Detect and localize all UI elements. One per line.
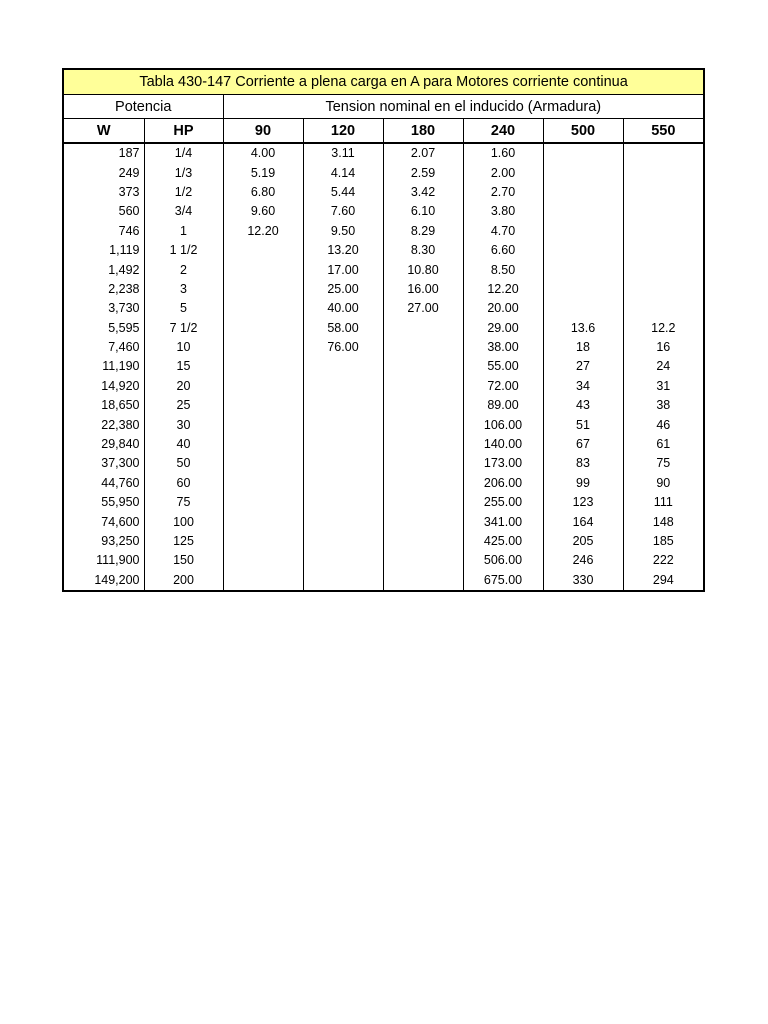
- table-row: [63, 532, 704, 551]
- cell-w: 2,238: [63, 280, 144, 299]
- cell-90v: [223, 571, 303, 591]
- cell-500v: [543, 163, 623, 182]
- cell-550v: [623, 183, 704, 202]
- cell-240v: 2.00: [463, 163, 543, 182]
- cell-90v: [223, 396, 303, 415]
- column-header-180v: 180: [383, 119, 463, 144]
- table-row: [63, 202, 704, 221]
- table-row: [63, 241, 704, 260]
- cell-w: 93,250: [63, 532, 144, 551]
- cell-hp: 30: [144, 415, 223, 434]
- table-row: [63, 512, 704, 531]
- cell-90v: [223, 377, 303, 396]
- cell-550v: [623, 260, 704, 279]
- cell-240v: 89.00: [463, 396, 543, 415]
- cell-180v: [383, 512, 463, 531]
- cell-90v: [223, 299, 303, 318]
- cell-550v: 222: [652, 553, 674, 568]
- cell-w: 1,492: [63, 260, 144, 279]
- cell-550v: 148: [652, 514, 674, 529]
- cell-180v: 6.10: [383, 202, 463, 221]
- cell-180v: [383, 435, 463, 454]
- cell-90v: 6.80: [223, 183, 303, 202]
- cell-500v: [543, 299, 623, 318]
- cell-hp: 200: [144, 571, 223, 591]
- cell-550v: 12.2: [651, 320, 676, 335]
- cell-180v: [383, 532, 463, 551]
- cell-240v: 425.00: [463, 532, 543, 551]
- cell-w: 14,920: [63, 377, 144, 396]
- cell-180v: [383, 377, 463, 396]
- cell-w: 37,300: [63, 454, 144, 473]
- table-row: [63, 183, 704, 202]
- cell-180v: 8.30: [383, 241, 463, 260]
- cell-180v: [383, 319, 463, 338]
- table-row: [63, 338, 704, 357]
- cell-500v: [543, 280, 623, 299]
- cell-w: 373: [63, 183, 144, 202]
- column-header-240v: 240: [463, 119, 543, 144]
- cell-240v: 8.50: [463, 260, 543, 279]
- cell-hp: 100: [144, 512, 223, 531]
- cell-120v: [303, 512, 383, 531]
- cell-120v: [303, 454, 383, 473]
- cell-500v: 18: [543, 338, 623, 357]
- cell-hp: 5: [144, 299, 223, 318]
- cell-90v: [223, 260, 303, 279]
- cell-500v: 43: [543, 396, 623, 415]
- cell-120v: [303, 396, 383, 415]
- cell-180v: 2.59: [383, 163, 463, 182]
- table-row: [63, 551, 704, 570]
- cell-240v: 206.00: [463, 474, 543, 493]
- table-row: [63, 571, 704, 591]
- cell-240v: 38.00: [463, 338, 543, 357]
- cell-550v: 111: [653, 495, 673, 510]
- cell-550v: 75: [656, 456, 671, 471]
- column-header-550v: 550: [623, 119, 704, 144]
- cell-hp: 125: [144, 532, 223, 551]
- cell-500v: 123: [543, 493, 623, 512]
- cell-90v: [223, 338, 303, 357]
- table-row: [63, 299, 704, 318]
- table-row: [63, 415, 704, 434]
- cell-240v: 29.00: [463, 319, 543, 338]
- cell-w: 18,650: [63, 396, 144, 415]
- cell-120v: [303, 377, 383, 396]
- cell-120v: [303, 357, 383, 376]
- cell-500v: [543, 222, 623, 241]
- cell-120v: 25.00: [303, 280, 383, 299]
- cell-hp: 3: [144, 280, 223, 299]
- cell-180v: 8.29: [383, 222, 463, 241]
- column-header-500v: 500: [543, 119, 623, 144]
- cell-90v: [223, 280, 303, 299]
- cell-500v: 246: [543, 551, 623, 570]
- cell-120v: 7.60: [303, 202, 383, 221]
- cell-90v: [223, 493, 303, 512]
- potencia-group-header: Potencia: [63, 95, 223, 119]
- cell-180v: [383, 571, 463, 591]
- cell-hp: 75: [144, 493, 223, 512]
- table-row: [63, 222, 704, 241]
- table-row: [63, 377, 704, 396]
- cell-240v: 20.00: [463, 299, 543, 318]
- cell-240v: 675.00: [463, 571, 543, 591]
- cell-120v: 13.20: [303, 241, 383, 260]
- cell-550v: [623, 222, 704, 241]
- cell-240v: 4.70: [463, 222, 543, 241]
- cell-120v: [303, 493, 383, 512]
- table-body: [63, 143, 704, 591]
- cell-180v: 3.42: [383, 183, 463, 202]
- cell-w: 187: [63, 143, 144, 163]
- cell-w: 560: [63, 202, 144, 221]
- cell-120v: 3.11: [303, 143, 383, 163]
- cell-500v: 83: [543, 454, 623, 473]
- cell-240v: 2.70: [463, 183, 543, 202]
- column-header-hp: HP: [144, 119, 223, 144]
- cell-240v: 12.20: [463, 280, 543, 299]
- cell-550v: 294: [652, 572, 674, 587]
- cell-90v: [223, 435, 303, 454]
- cell-180v: 10.80: [383, 260, 463, 279]
- cell-120v: 9.50: [303, 222, 383, 241]
- cell-90v: 4.00: [223, 143, 303, 163]
- cell-180v: 16.00: [383, 280, 463, 299]
- cell-180v: [383, 357, 463, 376]
- table-row: [63, 474, 704, 493]
- cell-550v: [623, 202, 704, 221]
- cell-90v: [223, 319, 303, 338]
- cell-hp: 1: [144, 222, 223, 241]
- cell-180v: 2.07: [383, 143, 463, 163]
- column-header-w: W: [63, 119, 144, 144]
- cell-500v: 67: [543, 435, 623, 454]
- cell-90v: [223, 454, 303, 473]
- cell-90v: [223, 415, 303, 434]
- cell-500v: 51: [543, 415, 623, 434]
- cell-w: 55,950: [63, 493, 144, 512]
- tension-group-header: Tension nominal en el inducido (Armadura): [223, 95, 704, 119]
- cell-550v: 46: [656, 417, 671, 432]
- cell-550v: [623, 241, 704, 260]
- cell-180v: [383, 338, 463, 357]
- column-header-90v: 90: [223, 119, 303, 144]
- cell-hp: 150: [144, 551, 223, 570]
- cell-550v: 24: [656, 359, 671, 374]
- column-header-row: [63, 119, 704, 144]
- cell-w: 3,730: [63, 299, 144, 318]
- cell-w: 7,460: [63, 338, 144, 357]
- cell-120v: [303, 571, 383, 591]
- cell-500v: 99: [543, 474, 623, 493]
- cell-120v: 4.14: [303, 163, 383, 182]
- cell-120v: [303, 415, 383, 434]
- cell-550v: 16: [656, 340, 671, 355]
- cell-550v: [623, 143, 704, 163]
- cell-w: 249: [63, 163, 144, 182]
- cell-550v: 38: [656, 398, 671, 413]
- cell-hp: 1 1/2: [144, 241, 223, 260]
- cell-hp: 3/4: [144, 202, 223, 221]
- cell-240v: 1.60: [463, 143, 543, 163]
- cell-120v: [303, 435, 383, 454]
- cell-500v: 330: [543, 571, 623, 591]
- cell-500v: [543, 241, 623, 260]
- cell-120v: 17.00: [303, 260, 383, 279]
- cell-240v: 55.00: [463, 357, 543, 376]
- table-row: [63, 143, 704, 163]
- cell-240v: 6.60: [463, 241, 543, 260]
- cell-hp: 10: [144, 338, 223, 357]
- cell-90v: [223, 512, 303, 531]
- cell-120v: [303, 551, 383, 570]
- table-row: [63, 319, 704, 338]
- cell-hp: 7 1/2: [144, 319, 223, 338]
- table-row: [63, 454, 704, 473]
- cell-180v: [383, 454, 463, 473]
- cell-550v: [623, 280, 704, 299]
- cell-90v: [223, 532, 303, 551]
- cell-120v: 76.00: [303, 338, 383, 357]
- cell-w: 5,595: [63, 319, 144, 338]
- column-header-120v: 120: [303, 119, 383, 144]
- cell-hp: 2: [144, 260, 223, 279]
- cell-hp: 50: [144, 454, 223, 473]
- cell-500v: 164: [543, 512, 623, 531]
- cell-240v: 341.00: [463, 512, 543, 531]
- cell-240v: 173.00: [463, 454, 543, 473]
- cell-90v: 9.60: [223, 202, 303, 221]
- cell-hp: 60: [144, 474, 223, 493]
- cell-w: 111,900: [63, 551, 144, 570]
- table-row: [63, 396, 704, 415]
- cell-180v: [383, 551, 463, 570]
- cell-180v: [383, 493, 463, 512]
- cell-hp: 20: [144, 377, 223, 396]
- cell-500v: [543, 260, 623, 279]
- table-title: Tabla 430-147 Corriente a plena carga en A para Motores corriente continua: [63, 69, 704, 95]
- table-row: [63, 493, 704, 512]
- cell-hp: 25: [144, 396, 223, 415]
- cell-500v: 27: [543, 357, 623, 376]
- cell-90v: [223, 241, 303, 260]
- cell-240v: 140.00: [463, 435, 543, 454]
- cell-180v: [383, 474, 463, 493]
- table-row: [63, 260, 704, 279]
- cell-240v: 72.00: [463, 377, 543, 396]
- cell-hp: 40: [144, 435, 223, 454]
- cell-550v: [623, 163, 704, 182]
- cell-w: 22,380: [63, 415, 144, 434]
- cell-240v: 506.00: [463, 551, 543, 570]
- cell-120v: 40.00: [303, 299, 383, 318]
- cell-w: 11,190: [63, 357, 144, 376]
- cell-90v: [223, 551, 303, 570]
- cell-w: 44,760: [63, 474, 144, 493]
- cell-550v: 90: [656, 475, 671, 490]
- cell-w: 74,600: [63, 512, 144, 531]
- cell-500v: [543, 202, 623, 221]
- cell-240v: 3.80: [463, 202, 543, 221]
- cell-240v: 255.00: [463, 493, 543, 512]
- cell-180v: [383, 396, 463, 415]
- cell-w: 29,840: [63, 435, 144, 454]
- table-row: [63, 280, 704, 299]
- cell-500v: 34: [543, 377, 623, 396]
- cell-500v: [543, 183, 623, 202]
- motor-current-table: [62, 68, 705, 592]
- cell-hp: 15: [144, 357, 223, 376]
- cell-550v: [623, 299, 704, 318]
- cell-500v: 13.6: [543, 319, 623, 338]
- cell-90v: [223, 357, 303, 376]
- table-row: [63, 163, 704, 182]
- cell-500v: 205: [543, 532, 623, 551]
- cell-550v: 61: [656, 437, 671, 452]
- cell-w: 1,119: [63, 241, 144, 260]
- cell-120v: 5.44: [303, 183, 383, 202]
- cell-180v: 27.00: [383, 299, 463, 318]
- cell-90v: 5.19: [223, 163, 303, 182]
- cell-w: 746: [63, 222, 144, 241]
- cell-550v: 31: [656, 378, 671, 393]
- cell-240v: 106.00: [463, 415, 543, 434]
- cell-90v: 12.20: [223, 222, 303, 241]
- cell-120v: [303, 532, 383, 551]
- cell-hp: 1/2: [144, 183, 223, 202]
- cell-180v: [383, 415, 463, 434]
- cell-w: 149,200: [63, 571, 144, 591]
- cell-90v: [223, 474, 303, 493]
- cell-120v: [303, 474, 383, 493]
- cell-hp: 1/3: [144, 163, 223, 182]
- cell-500v: [543, 143, 623, 163]
- cell-120v: 58.00: [303, 319, 383, 338]
- cell-hp: 1/4: [144, 143, 223, 163]
- table-row: [63, 435, 704, 454]
- cell-550v: 185: [652, 534, 674, 548]
- table-row: [63, 357, 704, 376]
